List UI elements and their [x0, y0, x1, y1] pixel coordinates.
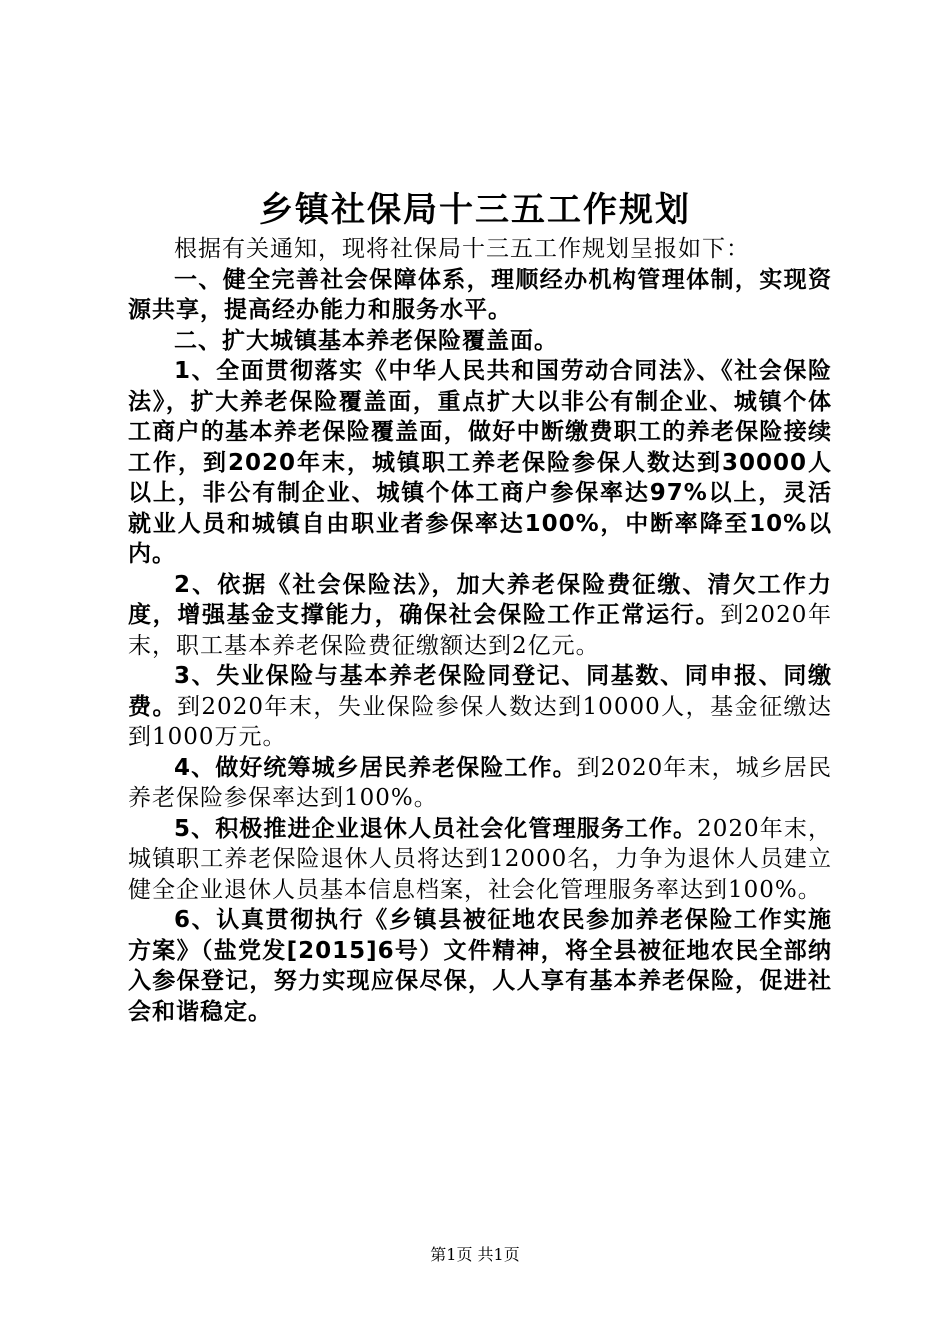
- item-2-paragraph: 二、扩大城镇基本养老保险覆盖面。: [174, 327, 558, 354]
- sub-item-5-tail: 2020年末，城镇职工养老保险退休人员将达到12000名，力争为退休人员建立健全企业退休人员基本信息档案，社会化管理服务率达到100%。: [128, 815, 832, 903]
- sub-item-3-lead: 3、失业保险与基本养老保险同登记、同基数、同申报、同缴费。: [128, 663, 832, 720]
- sub-item-3-tail: 到2020年末，失业保险参保人数达到10000人，基金征缴达到1000万元。: [128, 693, 833, 750]
- sub-item-3-paragraph: [128, 661, 832, 753]
- sub-item-4-paragraph: [128, 753, 832, 814]
- intro-paragraph: 根据有关通知，现将社保局十三五工作规划呈报如下：: [174, 236, 750, 262]
- sub-item-2-tail: 到2020年末，职工基本养老保险费征缴额达到2亿元。: [128, 602, 833, 659]
- sub-item-1-paragraph: 1、全面贯彻落实《中华人民共和国劳动合同法》、《社会保险法》，扩大养老保险覆盖面，重点扩大以非公有制企业、城镇个体工商户的基本养老保险覆盖面，做好中断缴费职工的养老保险接续工作，到2020年末，城镇职工养老保险参保人数达到30000人以上，非公有制企业、城镇个体工商户参保率达97%以上，灵活就业人员和城镇自由职业者参保率达100%，中断率降至10%以内。: [128, 358, 832, 567]
- sub-item-2-lead: 2、依据《社会保险法》，加大养老保险费征缴、清欠工作力度，增强基金支撑能力，确保社会保险工作正常运行。: [128, 571, 832, 628]
- page-footer: 第1页 共1页: [430, 1245, 520, 1264]
- sub-item-5-lead: 5、积极推进企业退休人员社会化管理服务工作。: [174, 815, 698, 842]
- sub-item-6-paragraph: 6、认真贯彻执行《乡镇县被征地农民参加养老保险工作实施方案》（盐党发[2015]6号）文件精神，将全县被征地农民全部纳入参保登记，努力实现应保尽保，人人享有基本养老保险，促进社会和谐稳定。: [128, 907, 832, 1025]
- document-title: 乡镇社保局十三五工作规划: [259, 190, 691, 230]
- document-body: [128, 234, 832, 1027]
- item-1-paragraph: 一、健全完善社会保障体系，理顺经办机构管理体制，实现资源共享，提高经办能力和服务水平。: [128, 266, 832, 323]
- sub-item-4-lead: 4、做好统筹城乡居民养老保险工作。: [174, 754, 577, 781]
- sub-item-2-paragraph: [128, 570, 832, 662]
- sub-item-5-paragraph: [128, 814, 832, 906]
- sub-item-4-tail: 到2020年末，城乡居民养老保险参保率达到100%。: [128, 754, 832, 811]
